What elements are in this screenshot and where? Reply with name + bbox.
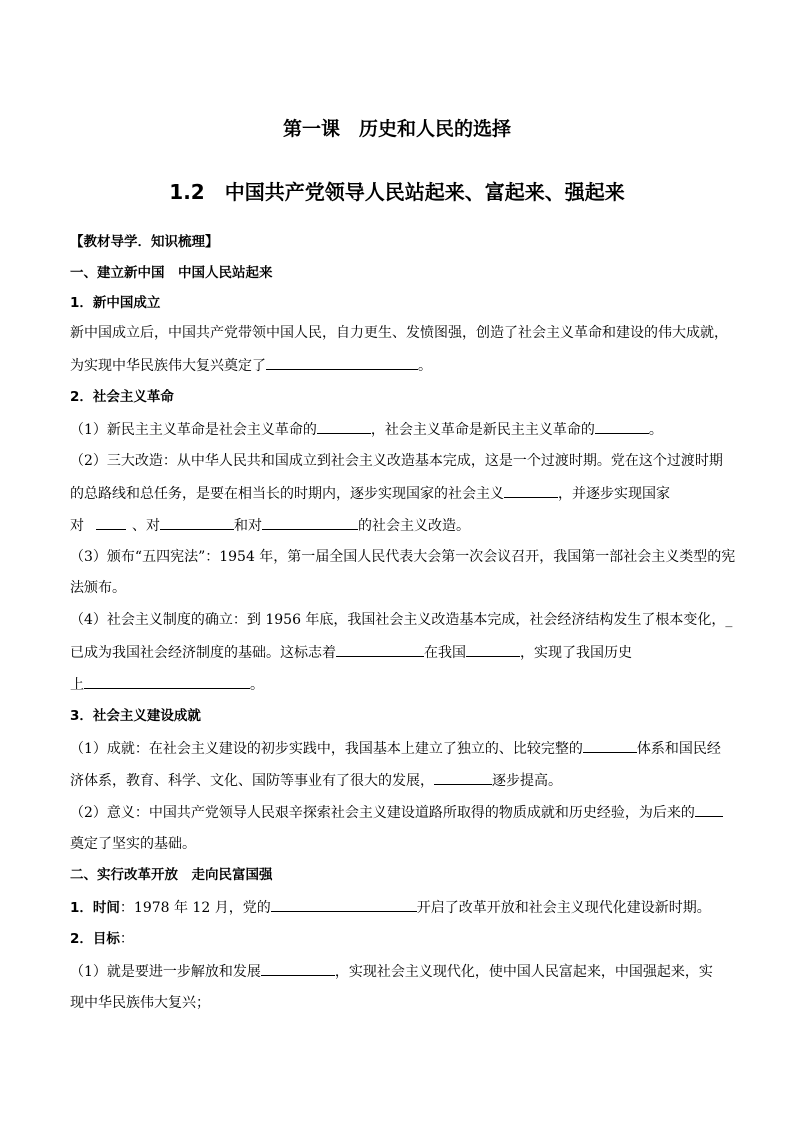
text-span: 对 [70,518,84,534]
text-span: 、对 [132,518,160,534]
text-span: ： [119,931,134,947]
paragraph-line [70,897,730,918]
fill-blank[interactable] [160,515,234,530]
text-span: （1）成就：在社会主义建设的初步实践中，我国基本上建立了独立的、比较完整的 [70,741,583,757]
text-span: （1）就是要进一步解放和发展 [70,964,261,980]
fill-blank[interactable] [266,355,418,370]
subheading-achievements: 3．社会主义建设成就 [70,708,201,724]
fill-blank[interactable] [262,515,358,530]
text-span: 为实现中华民族伟大复兴奠定了 [70,358,266,374]
paragraph-line: 现中华民族伟大复兴； [70,995,210,1011]
part-one-heading: 一、建立新中国 中国人民站起来 [70,265,273,281]
fill-blank[interactable] [695,802,723,817]
lesson-title: 第一课 历史和人民的选择 [282,118,511,140]
text-span: 开启了改革开放和社会主义现代化建设新时期。 [416,900,711,916]
text-span: ：1978 年 12 月，党的 [119,900,271,916]
label-goal: 2．目标 [70,931,120,947]
text-span: 。 [648,422,663,438]
text-span: 济体系，教育、科学、文化、国防等事业有了很大的发展， [70,773,434,789]
text-span: 已成为我国社会经济制度的基础。这标志着 [70,645,336,661]
text-span: （1）新民主主义革命是社会主义革命的 [70,422,317,438]
text-span: 逐步提高。 [492,773,562,789]
paragraph-line [70,483,730,504]
paragraph-line [70,674,730,695]
fill-blank[interactable] [271,897,417,912]
label-time: 1．时间 [70,900,120,916]
fill-blank[interactable] [595,419,649,434]
paragraph-line [70,738,730,759]
fill-blank[interactable] [84,674,250,689]
text-span: 和对 [234,518,262,534]
fill-blank[interactable] [504,483,558,498]
paragraph-line [70,929,730,949]
fill-blank[interactable] [96,515,126,530]
text-span: （2）意义：中国共产党领导人民艰辛探索社会主义建设道路所取得的物质成就和历史经验，为后来的 [70,805,695,821]
paragraph-line: 法颁布。 [70,580,126,596]
paragraph-line [70,515,730,536]
text-span: 。 [250,677,264,693]
paragraph-line: 新中国成立后，中国共产党带领中国人民，自力更生、发愤图强，创造了社会主义革命和建设的伟大成就， [70,325,728,341]
text-span: 的社会主义改造。 [358,518,470,534]
paragraph-line [70,802,730,823]
fill-blank[interactable] [583,738,637,753]
text-span: 体系和国民经 [636,741,721,757]
paragraph-line [70,961,730,982]
paragraph-line: （3）颁布“五四宪法”：1954 年，第一届全国人民代表大会第一次会议召开，我国第一部社会主义类型的宪 [70,549,736,565]
part-two-heading: 二、实行改革开放 走向民富国强 [70,867,273,883]
paragraph-line [70,642,730,663]
section-title: 1.2 中国共产党领导人民站起来、富起来、强起来 [169,180,625,204]
paragraph-line [70,355,730,376]
fill-blank[interactable] [336,642,424,657]
text-span: ，并逐步实现国家 [558,486,670,502]
fill-blank[interactable] [434,770,492,785]
guide-heading: 【教材导学．知识梳理】 [70,234,219,250]
paragraph-line: （4）社会主义制度的确立：到 1956 年底，我国社会主义改造基本完成，社会经济结构发生了根本变化，_ [70,612,733,628]
fill-blank[interactable] [466,642,520,657]
text-span: ，实现社会主义现代化，使中国人民富起来，中国强起来，实 [334,964,713,980]
text-span: 在我国 [424,645,466,661]
fill-blank[interactable] [261,961,335,976]
text-span: 上 [70,677,84,693]
paragraph-line [70,419,730,440]
paragraph-line [70,770,730,791]
paragraph-line: （2）三大改造：从中华人民共和国成立到社会主义改造基本完成，这是一个过渡时期。党在这个过渡时期 [70,453,723,469]
text-span: ，社会主义革命是新民主主义革命的 [370,422,595,438]
text-span: 的总路线和总任务，是要在相当长的时期内，逐步实现国家的社会主义 [70,486,504,502]
subheading-revolution: 2．社会主义革命 [70,389,174,405]
text-span: ，实现了我国历史 [520,645,632,661]
fill-blank[interactable] [317,419,371,434]
text-span: 。 [418,358,432,374]
paragraph-line: 奠定了坚实的基础。 [70,836,196,852]
subheading-founding: 1．新中国成立 [70,295,161,311]
